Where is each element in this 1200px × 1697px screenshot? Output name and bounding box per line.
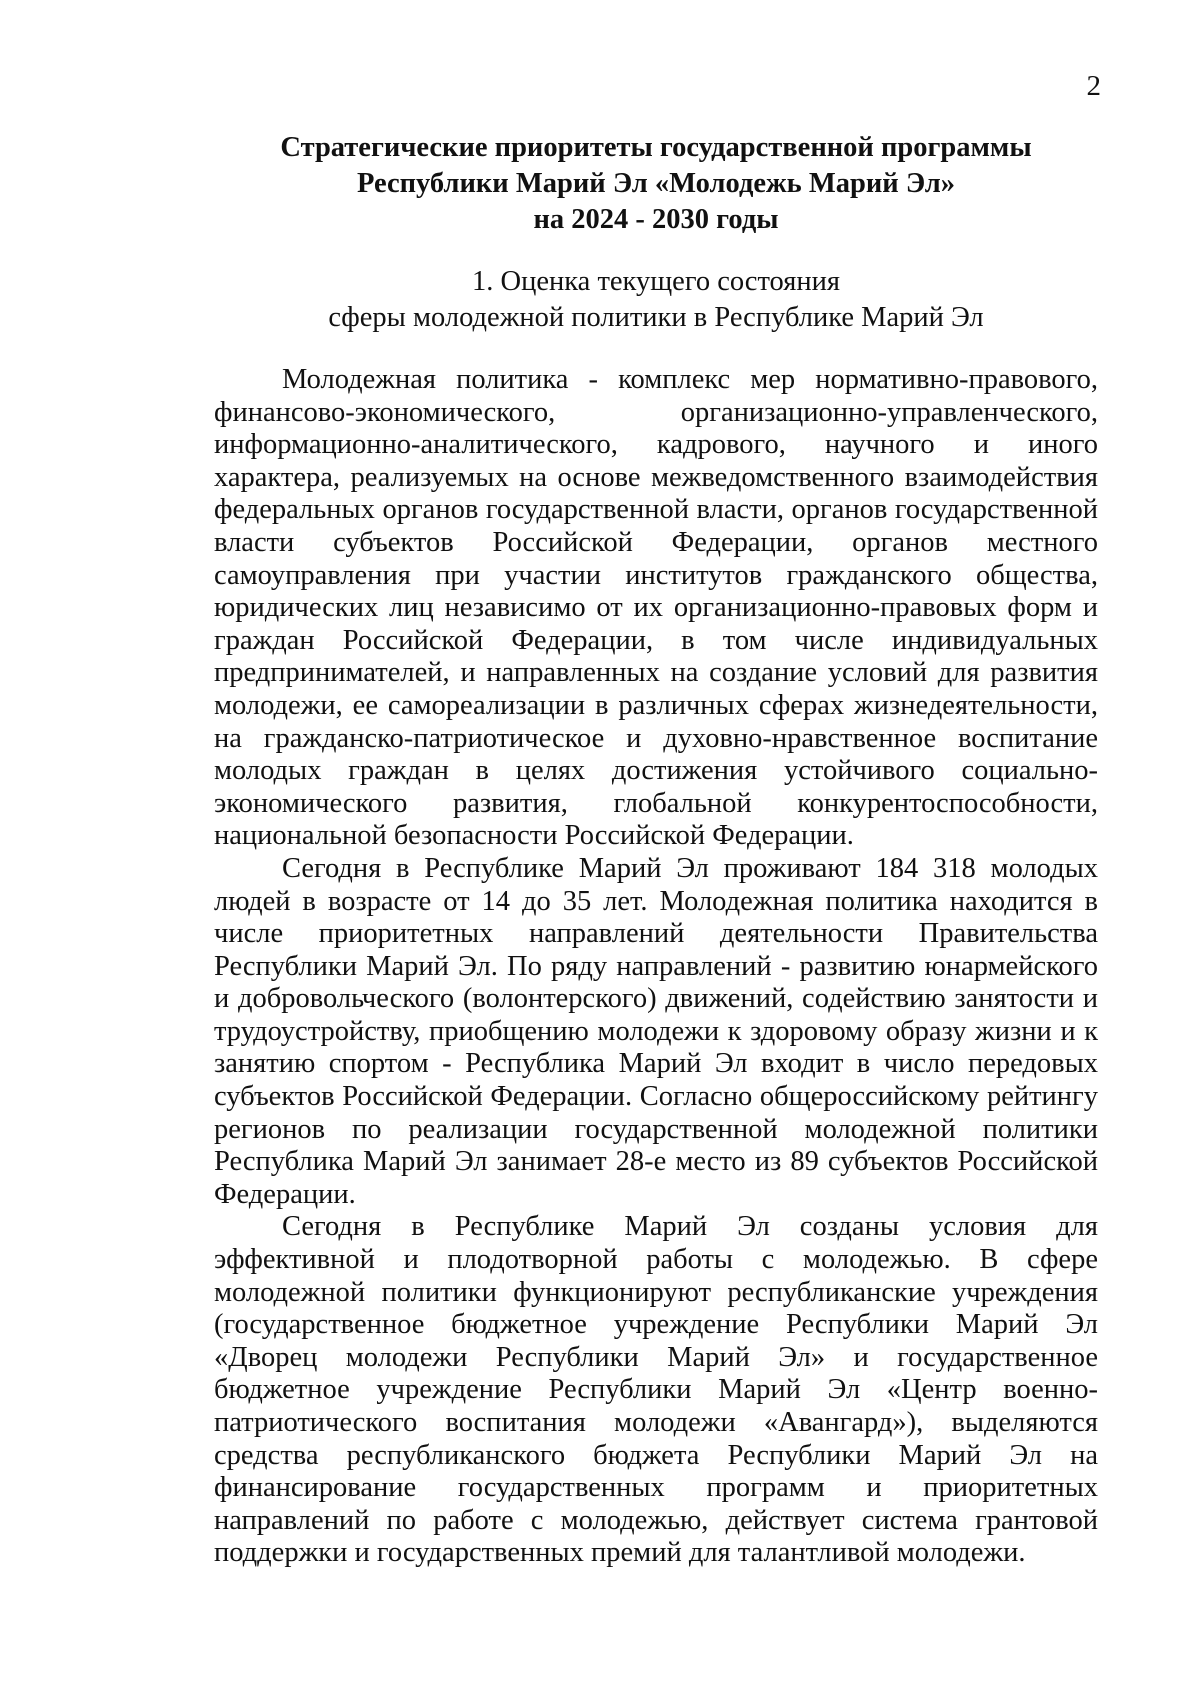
paragraph-youth-population: Сегодня в Республике Марий Эл проживают 184 318 молодых людей в возрасте от 14 до 35 лет. Молодежная политика находится в числе приоритетных направлений деятельности Правительства Республики Марий Эл. По ряду направлений - развитию юнармейского и добровольческого (волонтерского) движений, содействию занятости и трудоустройству, приобщению молодежи к здоровому образу жизни и к занятию спортом - Республика Марий Эл входит в число передовых субъектов Российской Федерации. Согласно общероссийскому рейтингу регионов по реализации государственной молодежной политики Республика Марий Эл занимает 28-е место из 89 субъектов Российской Федерации. [214, 852, 1098, 1210]
section-heading [214, 264, 1098, 336]
section-heading-line-1: 1. Оценка текущего состояния [472, 266, 840, 297]
title-line-3: на 2024 - 2030 годы [533, 204, 779, 235]
paragraph-institutions: Сегодня в Республике Марий Эл созданы условия для эффективной и плодотворной работы с молодежью. В сфере молодежной политики функционируют республиканские учреждения (государственное бюджетное учреждение Республики Марий Эл «Дворец молодежи Республики Марий Эл» и государственное бюджетное учреждение Республики Марий Эл «Центр военно-патриотического воспитания молодежи «Авангард»), выделяются средства республиканского бюджета Республики Марий Эл на финансирование государственных программ и приоритетных направлений по работе с молодежью, действует система грантовой поддержки и государственных премий для талантливой молодежи. [214, 1211, 1098, 1569]
page-number: 2 [1086, 70, 1101, 102]
title-line-1: Стратегические приоритеты государственной программы [280, 132, 1032, 163]
paragraph-youth-policy-definition: Молодежная политика - комплекс мер нормативно-правового, финансово-экономического, организационно-управленческого, информационно-аналитического, кадрового, научного и иного характера, реализуемых на основе межведомственного взаимодействия федеральных органов государственной власти, органов государственной власти субъектов Российской Федерации, органов местного самоуправления при участии институтов гражданского общества, юридических лиц независимо от их организационно-правовых форм и граждан Российской Федерации, в том числе индивидуальных предпринимателей, и направленных на создание условий для развития молодежи, ее самореализации в различных сферах жизнедеятельности, на гражданско-патриотическое и духовно-нравственное воспитание молодых граждан в целях достижения устойчивого социально-экономического развития, глобальной конкурентоспособности, национальной безопасности Российской Федерации. [214, 364, 1098, 852]
document-title [214, 130, 1098, 238]
document-body [214, 364, 1098, 1570]
title-line-2: Республики Марий Эл «Молодежь Марий Эл» [356, 168, 956, 199]
section-heading-line-2: сферы молодежной политики в Республике Марий Эл [328, 302, 984, 333]
